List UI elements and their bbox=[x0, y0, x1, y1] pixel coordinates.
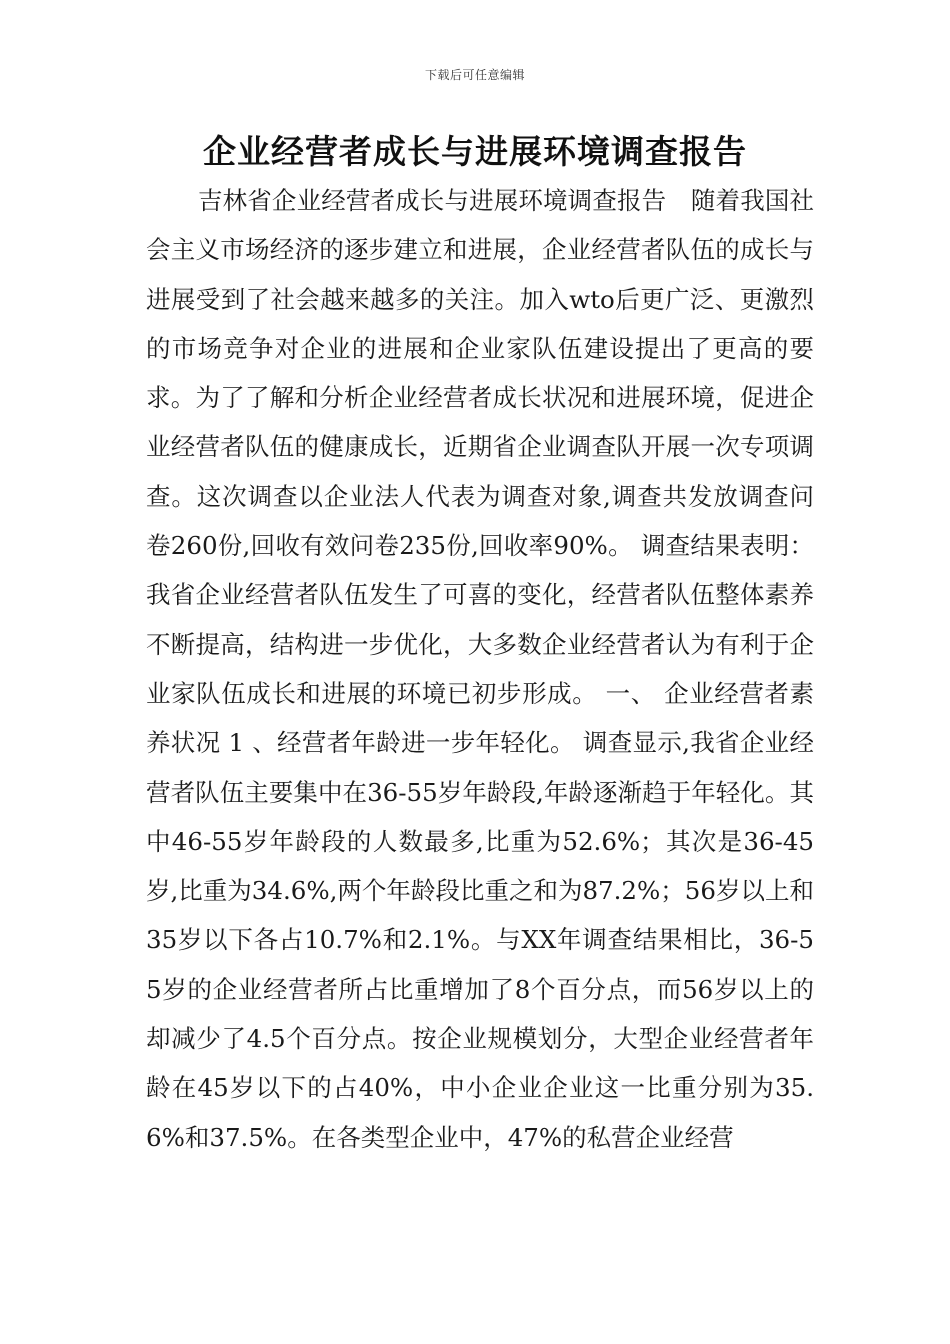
document-title: 企业经营者成长与进展环境调查报告 bbox=[203, 132, 747, 171]
header-note: 下载后可任意编辑 bbox=[424, 68, 525, 82]
body-paragraph: 吉林省企业经营者成长与进展环境调查报告 随着我国社会主义市场经济的逐步建立和进展，企业经营者队伍的成长与进展受到了社会越来越多的关注。加入wto后更广泛、更激烈的市场竞争对企业的进展和企业家队伍建设提出了更高的要求。为了了解和分析企业经营者成长状况和进展环境，促进企业经营者队伍的健康成长，近期省企业调查队开展一次专项调查。这次调查以企业法人代表为调查对象,调查共发放调查问卷260份,回收有效问卷235份,回收率90%。 调查结果表明：我省企业经营者队伍发生了可喜的变化，经营者队伍整体素养不断提高，结构进一步优化，大多数企业经营者认为有利于企业家队伍成长和进展的环境已初步形成。 一、 企业经营者素养状况 1 、经营者年龄进一步年轻化。 调查显示,我省企业经营者队伍主要集中在36-55岁年龄段,年龄逐渐趋于年轻化。其中46-55岁年龄段的人数最多,比重为52.6%；其次是36-45岁,比重为34.6%,两个年龄段比重之和为87.2%；56岁以上和35岁以下各占10.7%和2.1%。与XX年调查结果相比，36-55岁的企业经营者所占比重增加了8个百分点，而56岁以上的却减少了4.5个百分点。按企业规模划分，大型企业经营者年龄在45岁以下的占40%，中小企业企业这一比重分别为35.6%和37.5%。在各类型企业中，47%的私营企业经营 bbox=[146, 186, 814, 1152]
